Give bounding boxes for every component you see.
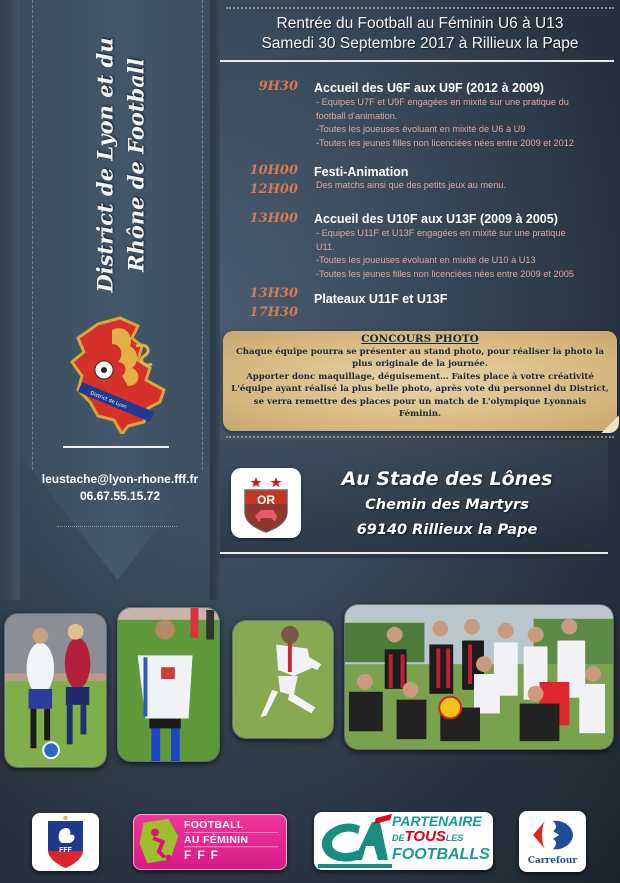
photo-contest-line: Apporter donc maquillage, déguisement… Faites place à votre créativité <box>246 371 594 382</box>
schedule-time: 13H00 <box>249 211 298 226</box>
page-curl-decoration <box>601 415 619 433</box>
contact-phone[interactable]: 06.67.55.15.72 <box>79 489 161 503</box>
district-title-line2: Rhône de Football <box>124 58 150 272</box>
header-divider <box>220 60 614 62</box>
district-title-line1: District de Lyon et du <box>93 37 119 293</box>
photo-contest-line: Féminin. <box>398 409 442 420</box>
contact-email[interactable]: leustache@lyon-rhone.fff.fr <box>41 472 199 486</box>
district-title <box>26 20 216 310</box>
photo-contest-line: L'équipe ayant réalisé la plus belle photo, après vote du personnel du District, <box>231 384 609 395</box>
schedule-detail-line: -Toutes les jeunes filles non licenciées nées entre 2009 et 2005 <box>316 268 574 279</box>
left-dotted-divider <box>57 526 177 527</box>
svg-text:District de Lyon: District de Lyon <box>89 390 128 411</box>
schedule-time: 13H30 <box>249 286 298 301</box>
ca-line2 <box>392 829 490 846</box>
photo-goalkeeper-girl <box>117 607 220 762</box>
left-divider <box>63 446 169 448</box>
ca-tous: TOUS <box>404 828 446 845</box>
svg-text:OR: OR <box>257 493 275 507</box>
photo-contest-panel <box>223 331 617 431</box>
venue-panel <box>220 440 608 558</box>
schedule-detail-line: - Equipes U7F et U9F engagées en mixité sur une pratique du <box>316 97 569 107</box>
venue-city: 69140 Rillieux la Pape <box>356 522 538 538</box>
schedule-detail-line: -Toutes les jeunes filles non licenciées nées entre 2009 et 2012 <box>316 137 574 148</box>
schedule-detail-line: - Equipes U11F et U13F engagées en mixité sur une pratique <box>316 228 566 238</box>
fff-fem-line2: AU FÉMININ <box>184 834 249 846</box>
photo-contest-title: CONCOURS PHOTO <box>361 333 479 345</box>
schedule-title: Accueil des U10F aux U13F (2009 à 2005) <box>314 212 558 226</box>
photo-contest-line: Chaque équipe pourra se présenter au stand photo, pour réaliser la photo la <box>235 347 605 357</box>
schedule-time: 9H30 <box>258 79 298 94</box>
contact-block <box>20 471 220 505</box>
venue-divider <box>220 552 608 554</box>
fff-football-au-feminin-logo <box>133 814 287 870</box>
ca-les: LES <box>445 833 464 843</box>
photo-two-players-ball <box>4 613 107 768</box>
schedule-title: Festi-Animation <box>314 165 409 179</box>
schedule-detail-line: U11. <box>316 241 335 252</box>
schedule-details <box>316 227 616 281</box>
left-edge-shade <box>0 0 20 600</box>
district-lyon-rhone-logo-icon <box>68 316 172 434</box>
schedule-detail-line: Des matchs ainsi que des petits jeux au menu. <box>316 180 506 190</box>
ca-line1: PARTENAIRE <box>392 813 482 829</box>
fff-fem-line3: FFF <box>184 848 224 862</box>
schedule-detail-line: -Toutes les joueuses évoluant en mixité de U6 à U9 <box>316 124 526 134</box>
football-au-feminin-text <box>184 819 248 862</box>
schedule-time-end: 17H30 <box>249 305 298 320</box>
top-dotted-divider <box>226 7 614 9</box>
venue-name: Au Stade des Lônes <box>341 468 553 490</box>
schedule-details <box>316 96 616 150</box>
schedule-time-end: 12H00 <box>249 182 298 197</box>
photo-contest-body <box>223 346 617 420</box>
carrefour-logo <box>519 811 586 872</box>
schedule-title: Accueil des U6F aux U9F (2012 à 2009) <box>314 81 544 95</box>
or-rillieux-crest-icon <box>231 468 301 538</box>
schedule-detail-line: football d'animation. <box>316 110 398 121</box>
photo-player-kicking <box>232 620 334 739</box>
photo-team-group <box>344 604 614 750</box>
schedule-details <box>316 179 616 193</box>
ca-line3: FOOTBALLS <box>392 846 490 863</box>
fff-logo <box>32 813 99 871</box>
event-title: Rentrée du Football au Féminin U6 à U13 <box>276 15 564 32</box>
photo-contest-line: plus originale de la journée. <box>352 359 488 370</box>
ca-de: DE <box>392 833 405 843</box>
carrefour-label: Carrefour <box>527 856 578 866</box>
credit-agricole-logo <box>314 812 493 870</box>
schedule-detail-line: -Toutes les joueuses évoluant en mixité de U10 à U13 <box>316 255 536 265</box>
photo-contest-line: se verra remettre des places pour un match de L'olympique Lyonnais <box>253 396 587 407</box>
fff-fem-line1: FOOTBALL <box>184 819 244 831</box>
credit-agricole-slogan <box>392 814 490 864</box>
venue-dotted-divider <box>226 436 614 438</box>
svg-text:FFF: FFF <box>59 847 72 854</box>
schedule-time: 10H00 <box>249 163 298 178</box>
venue-street: Chemin des Martyrs <box>365 497 529 513</box>
schedule-title: Plateaux U11F et U13F <box>314 292 448 306</box>
event-header <box>220 14 620 54</box>
event-date: Samedi 30 Septembre 2017 à Rillieux la Pape <box>261 35 579 52</box>
